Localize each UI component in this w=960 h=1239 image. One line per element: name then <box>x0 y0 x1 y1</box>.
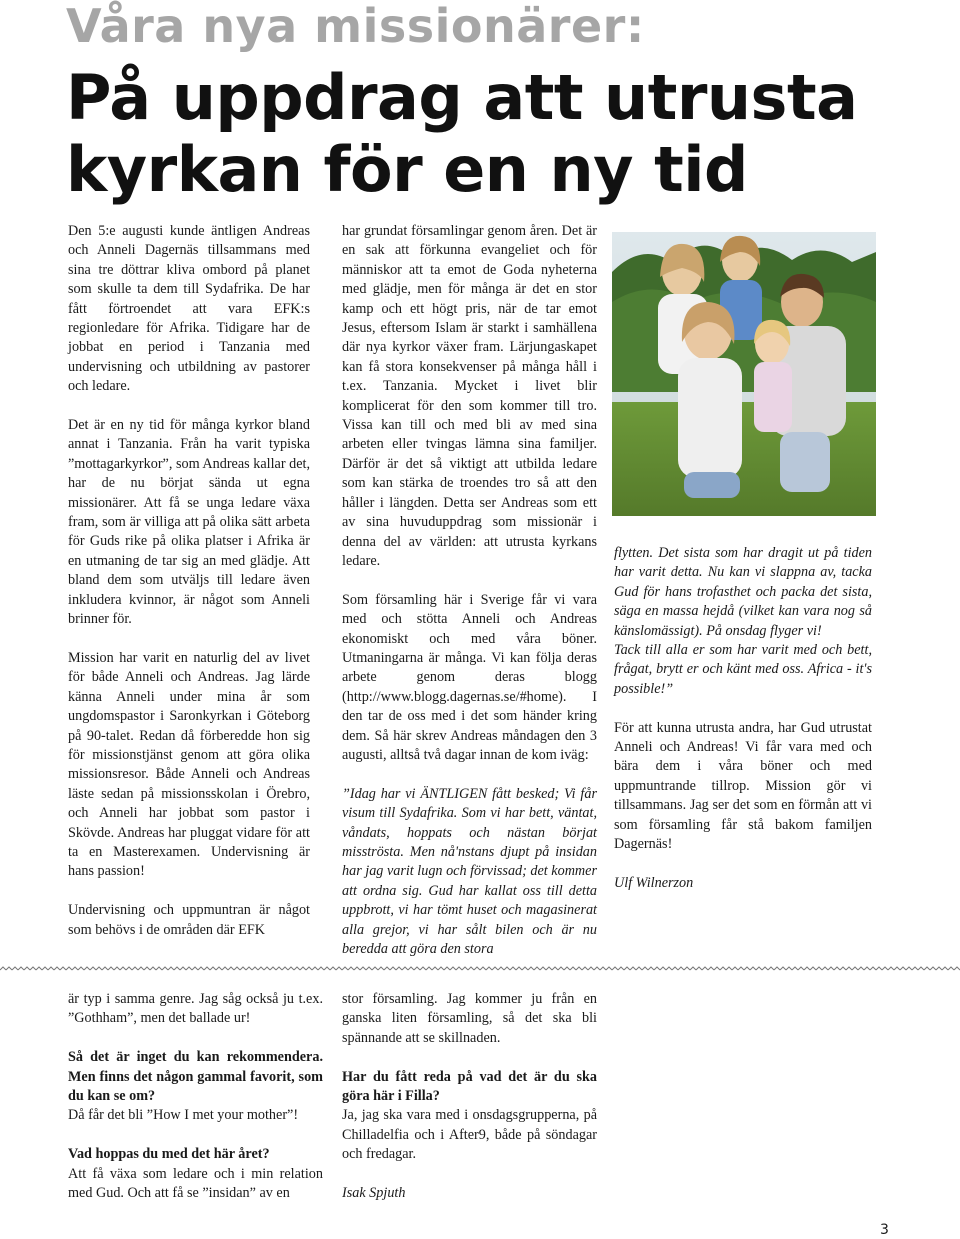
section-divider <box>0 966 960 972</box>
article-kicker: Våra nya missionärer: <box>66 0 645 53</box>
interview-column-2 <box>342 990 597 1203</box>
interview-answer: Då får det bli ”How I met your mother”! <box>68 1107 299 1124</box>
paragraph: har grundat församlingar genom åren. Det är en sak att förkunna evangeliet och för människor att ta emot de Goda nyheterna med glädje, men för många är det en stor kamp och ett högt pris, när de tar emot Jesus, eftersom Islam är starkt i samhällena där nya kyrkor växer fram. Lärjungaskapet kan få stora konsekvenser på många håll i t.ex. Tanzania. Mycket i livet blir komplicerat för den som kommer till tro. Vissa kan till och med bli av med sina arbeten eller tvingas lämna sina familjer. Därför är det så viktigt att utbilda ledare som kan stärka de troendes tro så att den håller i längden. Detta ser Andreas som ett av sina huvuduppdrag som missionär i denna del av världen: att utrusta kyrkans ledare. <box>342 223 597 569</box>
interview-answer: är typ i samma genre. Jag såg också ju t.ex. ”Gothham”, men det ballade ur! <box>68 991 323 1027</box>
page-number: 3 <box>880 1222 889 1238</box>
interview-question: Har du fått reda på vad det är du ska göra här i Filla? <box>342 1068 597 1105</box>
blog-quote-continued: flytten. Det sista som har dragit ut på tiden har varit detta. Nu kan vi slappna av, tacka Gud för hans trofasthet och packa det sista, säga en massa hejdå (vilket kan vara nog så känslomässigt). På onsdag flyger vi! <box>614 545 872 639</box>
interview-answer: Att få växa som ledare och i min relation med Gud. Och att få se ”insidan” av en <box>68 1165 323 1202</box>
paragraph: Mission har varit en naturlig del av livet för både Anneli och Andreas. Jag lärde känna Anneli under mina år som ungdomspastor i Saronkyrkan i Göteborg på 90-talet. Redan då förberedde hon sig för missionstjänst genom att göra olika missionsresor. Både Anneli och Andreas läste sedan på missionsskolan i Örebro, och Anneli har jobbat som pastor i Skövde. Andreas har pluggat vidare för att ta en Masterexamen. Undervisning är hans passion! <box>68 649 310 880</box>
paragraph: Som församling här i Sverige får vi vara med och stötta Anneli och Andreas ekonomiskt och med våra böner. Utmaningarna är många. Vi kan följa deras arbete genom deras blogg (http://www.blogg.dagernas.se/#home). I den tar de oss med i det som händer kring dem. Så här skrev Andreas måndagen den 3 augusti, alltså två dagar innan de kom iväg: <box>342 591 597 763</box>
paragraph: För att kunna utrusta andra, har Gud utrustat Anneli och Andreas! Vi får vara med och bära dem i våra böner och med uppmuntrande tillrop. Mission gör vi tillsammans. Jag ser det som en förmån att vi som församling får stå bakom familjen Dagernäs! <box>614 719 872 853</box>
interview-answer: Ja, jag ska vara med i onsdagsgrupperna, på Chilladelfia och i After9, både på söndagar och fredagar. <box>342 1107 597 1163</box>
headline-line-1: På uppdrag att utrusta <box>66 61 858 134</box>
article-column-2 <box>342 222 597 959</box>
interview-answer: stor församling. Jag kommer ju från en ganska liten församling, så det ska bli spännande att se skillnaden. <box>342 991 597 1046</box>
article-column-1 <box>68 222 310 940</box>
interview-question: Vad hoppas du med det här året? <box>68 1146 270 1163</box>
family-photo <box>612 232 876 516</box>
interview-column-1 <box>68 990 323 1203</box>
blog-quote: ”Idag har vi ÄNTLIGEN fått besked; Vi får visum till Sydafrika. Som vi har bett, väntat, våndats, hoppats och nästan börjat misströsta. Men nå'nstans djupt på insidan har jag varit lugn och förvissad; det kommer att ordna sig. Gud har kallat oss till detta uppbrott, vi har tömt huset och magasinerat alla grejor, vi har sålt bilen och är nu beredda att göra den stora <box>342 785 597 957</box>
paragraph: Det är en ny tid för många kyrkor bland annat i Tanzania. Från ha varit typiska ”mottagarkyrkor”, som Andreas kallar det, har de nu börjat sända ut egna missionärer. Att få se unga ledare växa fram, som är villiga att på olika sätt arbeta för Guds rike på olika platser i Afrika är en utmaning de tar sig an med glädje. Att bland dem som utväljs till ledare även inkludera kvinnor, är något som Anneli brinner för. <box>68 417 310 628</box>
paragraph: Den 5:e augusti kunde äntligen Andreas och Anneli Dagernäs tillsammans med sina tre döttrar kliva ombord på planet som skulle ta dem till Sydafrika. De har fått förtroendet att vara EFK:s regionledare för Afrika. Tidigare har de jobbat en period i Tanzania med undervisning och utbildning av pastorer och ledare. <box>68 223 310 395</box>
blog-quote-thanks: Tack till alla er som har varit med och bett, frågat, brytt er och känt med oss. Africa - it's possible!” <box>614 642 872 697</box>
author-signature: Ulf Wilnerzon <box>614 874 694 891</box>
family-photo-image <box>612 232 876 516</box>
paragraph: Undervisning och uppmuntran är något som behövs i de områden där EFK <box>68 902 310 938</box>
article-column-3 <box>614 544 872 893</box>
interview-signature: Isak Spjuth <box>342 1185 406 1202</box>
interview-question: Så det är inget du kan rekommendera. Men finns det någon gammal favorit, som du kan se om? <box>68 1049 323 1105</box>
article-headline <box>66 62 857 206</box>
headline-line-2: kyrkan för en ny tid <box>66 133 748 206</box>
